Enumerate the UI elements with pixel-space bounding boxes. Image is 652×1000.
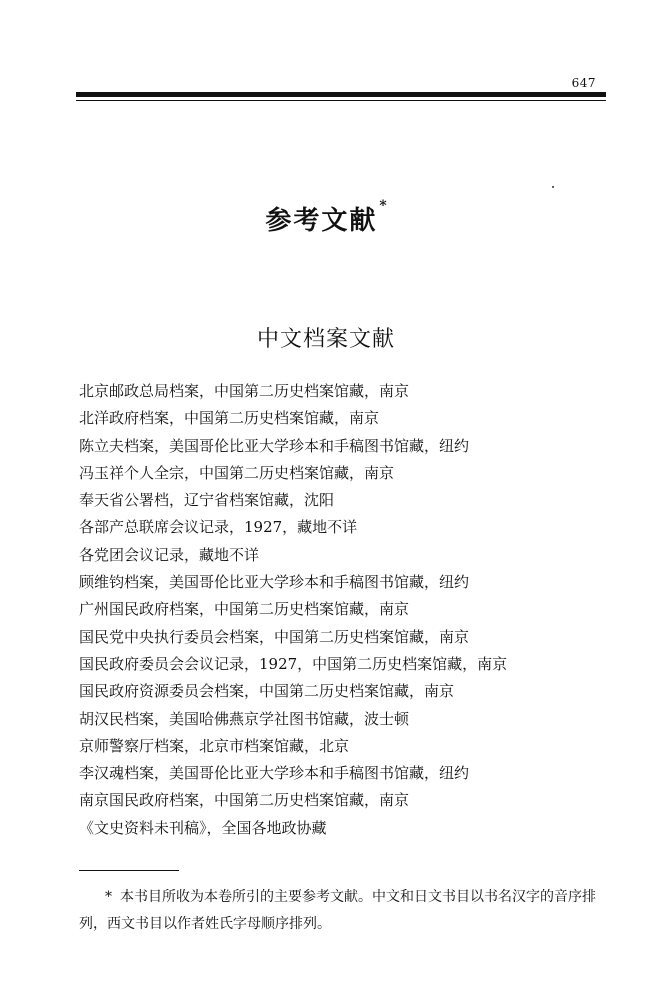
archive-entry: 国民政府资源委员会档案，中国第二历史档案馆藏，南京 <box>79 682 455 701</box>
footnote-marker: * <box>105 889 112 905</box>
page-number: 647 <box>571 76 596 90</box>
archive-entry: 冯玉祥个人全宗，中国第二历史档案馆藏，南京 <box>79 463 395 482</box>
archive-entry: 各党团会议记录，藏地不详 <box>79 545 260 564</box>
archive-entry: 京师警察厅档案，北京市档案馆藏，北京 <box>79 736 350 755</box>
archive-entry: 北京邮政总局档案，中国第二历史档案馆藏，南京 <box>79 382 410 400</box>
title-footnote-marker: * <box>379 198 389 214</box>
archive-entry: 广州国民政府档案，中国第二历史档案馆藏，南京 <box>79 600 410 619</box>
archive-entry: 顾维钧档案，美国哥伦比亚大学珍本和手稿图书馆藏，纽约 <box>79 573 470 592</box>
header-rule-thick <box>76 92 606 97</box>
archive-entry: 奉天省公署档，辽宁省档案馆藏，沈阳 <box>79 491 335 510</box>
archive-entry: 国民政府委员会会议记录，1927，中国第二历史档案馆藏，南京 <box>79 654 508 673</box>
archive-entry: 北洋政府档案，中国第二历史档案馆藏，南京 <box>79 409 380 428</box>
page-title-text: 参考文献 <box>265 206 378 236</box>
archive-entry: 陈立夫档案，美国哥伦比亚大学珍本和手稿图书馆藏，纽约 <box>79 436 470 455</box>
header-rule-thin <box>76 100 606 101</box>
footnote <box>79 884 613 938</box>
archive-entry: 南京国民政府档案，中国第二历史档案馆藏，南京 <box>79 791 410 810</box>
scan-speck <box>552 186 554 188</box>
archive-entry: 国民党中央执行委员会档案，中国第二历史档案馆藏，南京 <box>79 627 470 646</box>
footnote-text: 本书目所收为本卷所引的主要参考文献。中文和日文书目以书名汉字的音序排列，西文书目以作者姓氏字母顺序排列。 <box>79 889 596 932</box>
section-heading: 中文档案文献 <box>256 327 395 352</box>
archive-entry: 各部产总联席会议记录，1927，藏地不详 <box>79 518 358 537</box>
page-title <box>0 200 652 237</box>
archive-entry: 《文史资料未刊稿》，全国各地政协藏 <box>79 818 327 837</box>
footnote-rule <box>79 870 179 871</box>
archive-entry: 李汉魂档案，美国哥伦比亚大学珍本和手稿图书馆藏，纽约 <box>79 764 470 783</box>
archive-entry: 胡汉民档案，美国哈佛燕京学社图书馆藏，波士顿 <box>79 709 410 728</box>
archive-entry-list <box>79 378 619 842</box>
